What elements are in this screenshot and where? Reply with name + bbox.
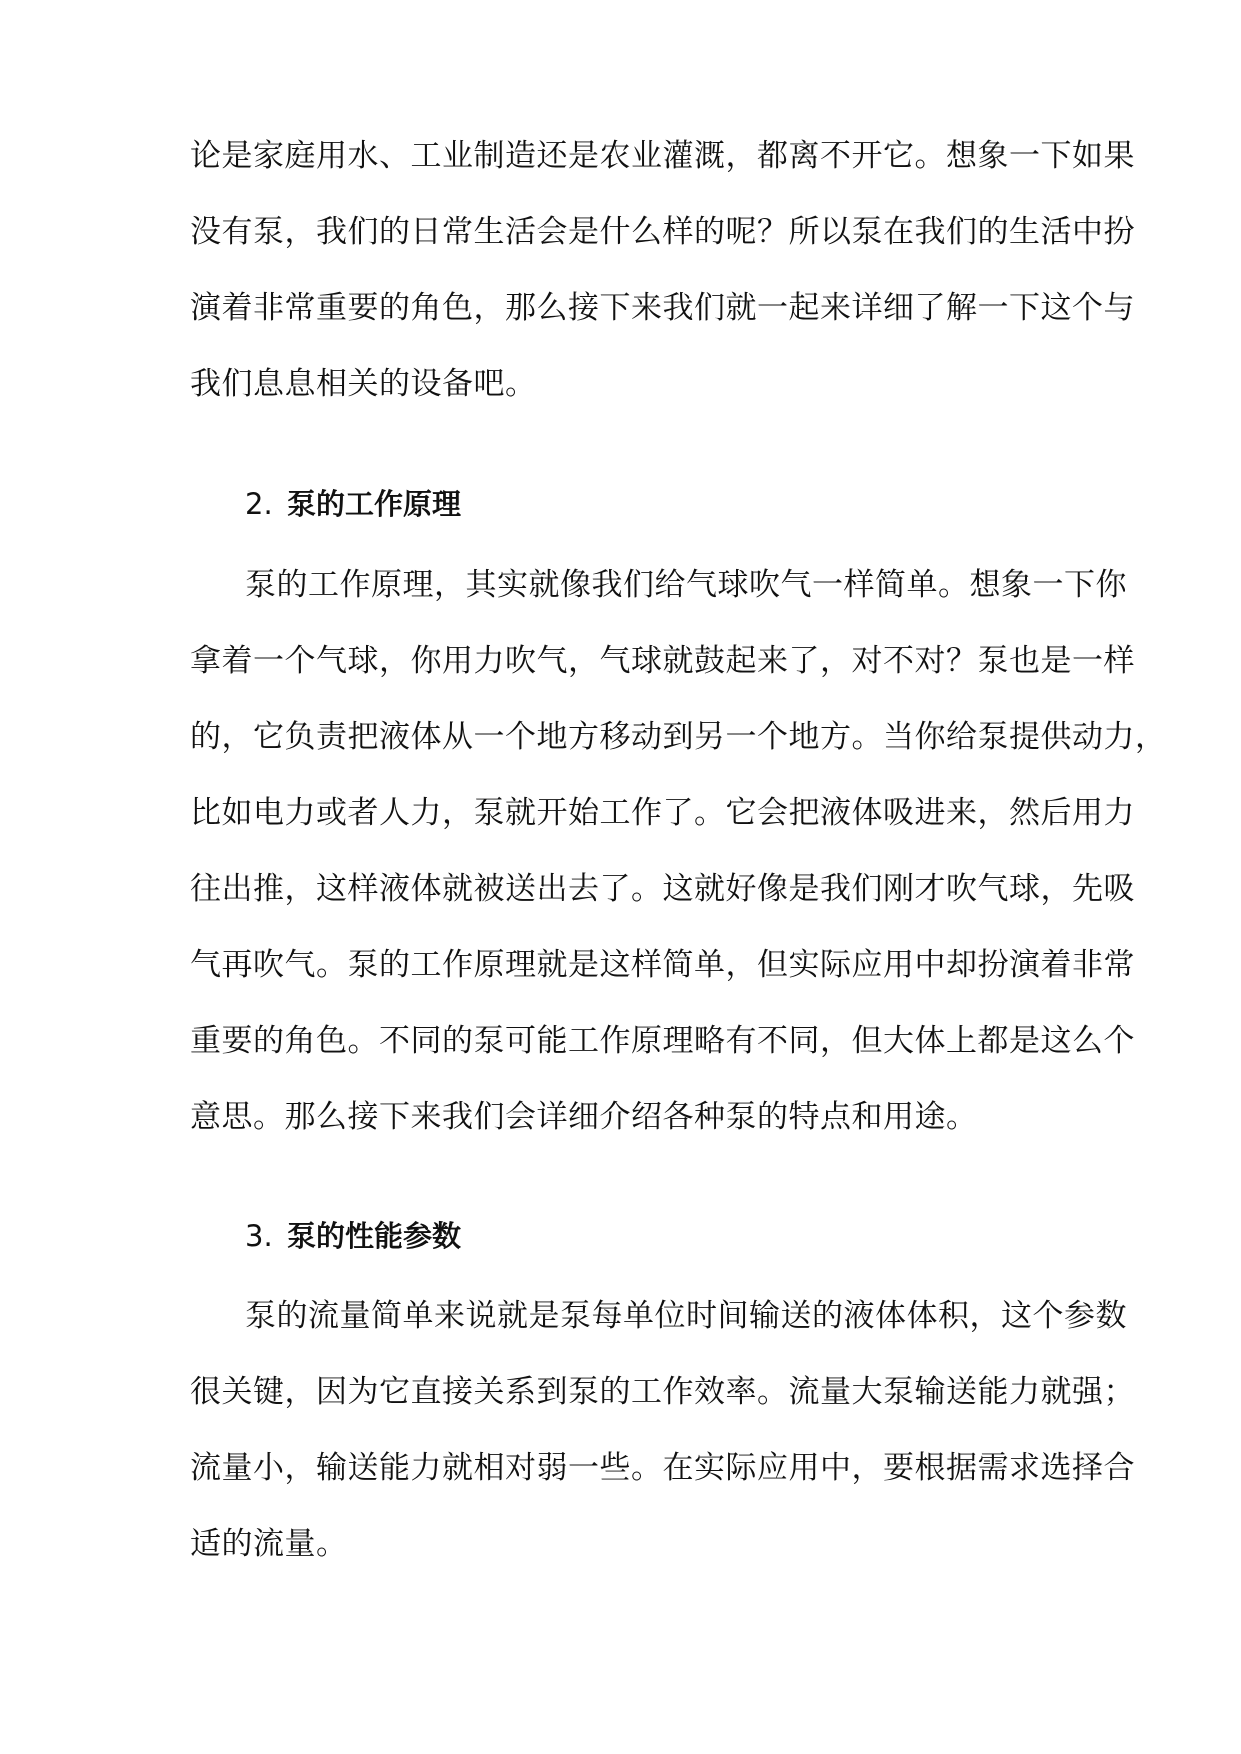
section-2-line: 比如电力或者人力，泵就开始工作了。它会把液体吸进来，然后用力 <box>190 795 1135 831</box>
section-2-title: 泵的工作原理 <box>287 487 462 521</box>
intro-line: 没有泵，我们的日常生活会是什么样的呢？所以泵在我们的生活中扮 <box>190 214 1135 250</box>
section-3-line: 泵的流量简单来说就是泵每单位时间输送的液体体积，这个参数 <box>245 1298 1127 1334</box>
section-2-heading <box>245 484 461 524</box>
section-2-line: 往出推，这样液体就被送出去了。这就好像是我们刚才吹气球，先吸 <box>190 871 1135 907</box>
section-2-line: 拿着一个气球，你用力吹气，气球就鼓起来了，对不对？泵也是一样 <box>190 643 1135 679</box>
section-3-line: 适的流量。 <box>190 1526 348 1562</box>
section-3-heading <box>245 1216 461 1256</box>
section-2-line: 意思。那么接下来我们会详细介绍各种泵的特点和用途。 <box>190 1099 978 1135</box>
section-3-line: 流量小，输送能力就相对弱一些。在实际应用中，要根据需求选择合 <box>190 1450 1135 1486</box>
section-2-number: 2. <box>245 487 273 521</box>
section-3-number: 3. <box>245 1219 273 1253</box>
section-3-title: 泵的性能参数 <box>287 1219 462 1253</box>
section-2-line: 泵的工作原理，其实就像我们给气球吹气一样简单。想象一下你 <box>245 567 1127 603</box>
section-2-line: 气再吹气。泵的工作原理就是这样简单，但实际应用中却扮演着非常 <box>190 947 1135 983</box>
section-2-line: 的，它负责把液体从一个地方移动到另一个地方。当你给泵提供动力， <box>190 719 1167 755</box>
intro-line: 我们息息相关的设备吧。 <box>190 366 537 402</box>
intro-line: 演着非常重要的角色，那么接下来我们就一起来详细了解一下这个与 <box>190 290 1135 326</box>
intro-line: 论是家庭用水、工业制造还是农业灌溉，都离不开它。想象一下如果 <box>190 138 1135 174</box>
section-2-line: 重要的角色。不同的泵可能工作原理略有不同，但大体上都是这么个 <box>190 1023 1135 1059</box>
section-3-line: 很关键，因为它直接关系到泵的工作效率。流量大泵输送能力就强； <box>190 1374 1135 1410</box>
